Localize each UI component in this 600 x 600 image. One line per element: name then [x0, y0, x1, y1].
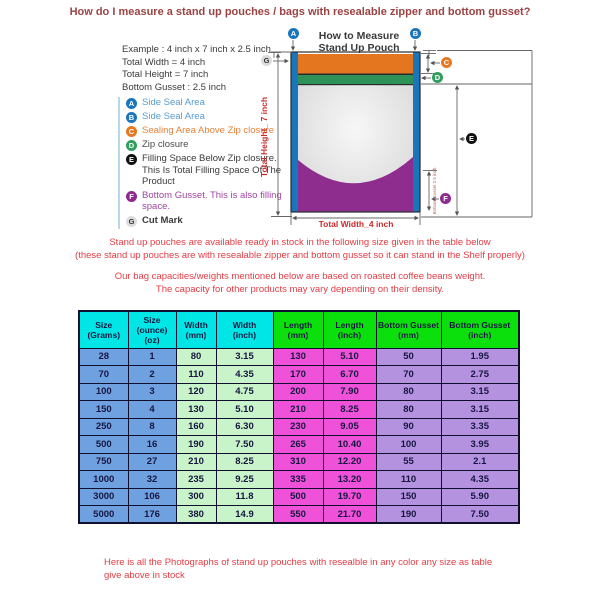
diagram-heading: How to Measure Stand Up Pouch — [318, 30, 400, 54]
sealing-area-above-zip — [298, 54, 413, 74]
header-gusset-mm: Bottom Gusset (mm) — [376, 311, 441, 348]
total-width-label: Total Width_4 inch — [318, 219, 394, 229]
cell-gusset-inch: 3.35 — [441, 418, 519, 436]
cell-length-mm: 130 — [273, 348, 323, 366]
cell-gusset-inch: 1.95 — [441, 348, 519, 366]
cell-length-mm: 265 — [273, 436, 323, 454]
side-seal-left — [291, 52, 298, 212]
cell-gusset-inch: 3.95 — [441, 436, 519, 454]
cell-length-mm: 230 — [273, 418, 323, 436]
cell-gusset-inch: 7.50 — [441, 506, 519, 524]
table-header-row — [79, 311, 519, 348]
marker-c-badge: C — [441, 57, 452, 68]
cell-size-grams: 70 — [79, 366, 128, 384]
cell-length-inch: 9.05 — [323, 418, 376, 436]
header-gusset-inch: Bottom Gusset (inch) — [441, 311, 519, 348]
table-row — [79, 506, 519, 524]
header-width-inch: Width (inch) — [216, 311, 273, 348]
cell-gusset-mm: 100 — [376, 436, 441, 454]
cell-gusset-mm: 55 — [376, 453, 441, 471]
cell-width-mm: 300 — [176, 488, 216, 506]
example-dimensions-text: Example : 4 inch x 7 inch x 2.5 inch Total Width = 4 inch Total Height = 7 inch Bottom Gusset : 2.5 inch — [122, 44, 271, 93]
cell-size-ounce: 32 — [128, 471, 176, 489]
legend-label: Sealing Area Above Zip closure — [142, 125, 275, 136]
cell-width-mm: 120 — [176, 383, 216, 401]
capacity-note: Our bag capacities/weights mentioned below are based on roasted coffee beans weight. The capacity for other products may vary depending on their density. — [114, 271, 486, 295]
cell-size-grams: 28 — [79, 348, 128, 366]
cell-length-mm: 335 — [273, 471, 323, 489]
cell-length-inch: 8.25 — [323, 401, 376, 419]
table-row — [79, 471, 519, 489]
cell-width-mm: 210 — [176, 453, 216, 471]
cell-width-mm: 380 — [176, 506, 216, 524]
cell-size-grams: 100 — [79, 383, 128, 401]
legend-label: Side Seal Area — [142, 111, 205, 122]
cell-gusset-inch: 4.35 — [441, 471, 519, 489]
cell-gusset-mm: 70 — [376, 366, 441, 384]
cell-length-inch: 21.70 — [323, 506, 376, 524]
header-size-ounce: Size (ounce) (oz) — [128, 311, 176, 348]
cell-width-inch: 7.50 — [216, 436, 273, 454]
cell-gusset-mm: 80 — [376, 401, 441, 419]
cell-size-grams: 1000 — [79, 471, 128, 489]
legend-badge-g: G — [126, 216, 137, 227]
legend-label: Side Seal Area — [142, 97, 205, 108]
legend-label: Zip closure — [142, 139, 189, 150]
header-length-inch: Length (inch) — [323, 311, 376, 348]
cell-width-mm: 130 — [176, 401, 216, 419]
cell-width-inch: 9.25 — [216, 471, 273, 489]
cell-width-mm: 80 — [176, 348, 216, 366]
cell-gusset-inch: 3.15 — [441, 383, 519, 401]
cell-length-mm: 210 — [273, 401, 323, 419]
cell-width-inch: 4.75 — [216, 383, 273, 401]
cell-length-inch: 6.70 — [323, 366, 376, 384]
table-row — [79, 488, 519, 506]
legend-badge-a: A — [126, 98, 137, 109]
marker-d-badge: D — [432, 72, 443, 83]
availability-note: Stand up pouches are available ready in stock in the following size given in the table below (these stand up pouches are with resealable zipper and bottom gusset so it can stand in the Shelf properly) — [75, 237, 525, 261]
cell-size-ounce: 8 — [128, 418, 176, 436]
table-row — [79, 453, 519, 471]
cell-length-mm: 170 — [273, 366, 323, 384]
header-width-mm: Width (mm) — [176, 311, 216, 348]
header-length-mm: Length (mm) — [273, 311, 323, 348]
table-row — [79, 383, 519, 401]
cell-width-inch: 3.15 — [216, 348, 273, 366]
cell-gusset-inch: 3.15 — [441, 401, 519, 419]
table-row — [79, 436, 519, 454]
legend-badge-b: B — [126, 112, 137, 123]
cell-length-inch: 5.10 — [323, 348, 376, 366]
marker-a-badge: A — [288, 28, 299, 39]
cell-size-grams: 150 — [79, 401, 128, 419]
header-size-grams: Size (Grams) — [79, 311, 128, 348]
cell-size-ounce: 3 — [128, 383, 176, 401]
cell-length-inch: 13.20 — [323, 471, 376, 489]
cell-width-inch: 6.30 — [216, 418, 273, 436]
marker-f-badge: F — [440, 193, 451, 204]
page-title: How do I measure a stand up pouches / bags with resealable zipper and bottom gusset? — [69, 6, 531, 18]
marker-e-badge: E — [466, 133, 477, 144]
cell-gusset-inch: 5.90 — [441, 488, 519, 506]
cell-width-mm: 190 — [176, 436, 216, 454]
cell-gusset-mm: 50 — [376, 348, 441, 366]
cell-size-grams: 750 — [79, 453, 128, 471]
cell-length-mm: 550 — [273, 506, 323, 524]
cell-size-grams: 250 — [79, 418, 128, 436]
table-row — [79, 366, 519, 384]
table-row — [79, 401, 519, 419]
total-height-label: Total Height_ 7 inch — [259, 96, 269, 178]
cell-size-ounce: 1 — [128, 348, 176, 366]
cell-width-inch: 5.10 — [216, 401, 273, 419]
pouch-diagram-graphic — [255, 28, 545, 229]
cell-width-mm: 110 — [176, 366, 216, 384]
cell-length-mm: 310 — [273, 453, 323, 471]
cell-gusset-mm: 150 — [376, 488, 441, 506]
marker-b-badge: B — [410, 28, 421, 39]
cell-length-mm: 200 — [273, 383, 323, 401]
cell-length-inch: 19.70 — [323, 488, 376, 506]
cell-gusset-inch: 2.1 — [441, 453, 519, 471]
cell-gusset-mm: 190 — [376, 506, 441, 524]
table-row — [79, 348, 519, 366]
cell-size-ounce: 16 — [128, 436, 176, 454]
cell-width-inch: 4.35 — [216, 366, 273, 384]
zip-closure-band — [298, 75, 413, 84]
cell-width-inch: 14.9 — [216, 506, 273, 524]
cell-gusset-mm: 90 — [376, 418, 441, 436]
cell-size-ounce: 106 — [128, 488, 176, 506]
size-table — [78, 310, 520, 524]
cell-width-mm: 160 — [176, 418, 216, 436]
cell-size-ounce: 4 — [128, 401, 176, 419]
cell-length-inch: 10.40 — [323, 436, 376, 454]
pouch-shape — [291, 52, 420, 212]
marker-g-badge: G — [261, 55, 272, 66]
legend-badge-c: C — [126, 126, 137, 137]
cell-length-inch: 12.20 — [323, 453, 376, 471]
cell-gusset-inch: 2.75 — [441, 366, 519, 384]
cell-gusset-mm: 80 — [376, 383, 441, 401]
cell-size-ounce: 27 — [128, 453, 176, 471]
cell-size-ounce: 2 — [128, 366, 176, 384]
cell-size-grams: 500 — [79, 436, 128, 454]
table-row — [79, 418, 519, 436]
legend-label: Filling Space Below Zip closure. This Is Total Filling Space Of The Product — [142, 153, 282, 187]
cell-width-mm: 235 — [176, 471, 216, 489]
legend-badge-e: E — [126, 154, 137, 165]
cell-width-inch: 8.25 — [216, 453, 273, 471]
cell-size-grams: 3000 — [79, 488, 128, 506]
side-seal-right — [413, 52, 420, 212]
cell-size-grams: 5000 — [79, 506, 128, 524]
legend-label: Bottom Gusset. This is also filling space. — [142, 189, 282, 212]
cell-length-mm: 500 — [273, 488, 323, 506]
legend-badge-f: F — [126, 191, 137, 202]
cell-width-inch: 11.8 — [216, 488, 273, 506]
cell-size-ounce: 176 — [128, 506, 176, 524]
bottom-gusset-dimension-label: Bottom Gusset 2.5 inch — [432, 167, 437, 215]
legend-badge-d: D — [126, 140, 137, 151]
footer-note: Here is all the Photographs of stand up pouches with resealble in any color any size as table give above in stock — [104, 557, 493, 581]
legend-label: Cut Mark — [142, 214, 183, 226]
cell-gusset-mm: 110 — [376, 471, 441, 489]
cell-length-inch: 7.90 — [323, 383, 376, 401]
